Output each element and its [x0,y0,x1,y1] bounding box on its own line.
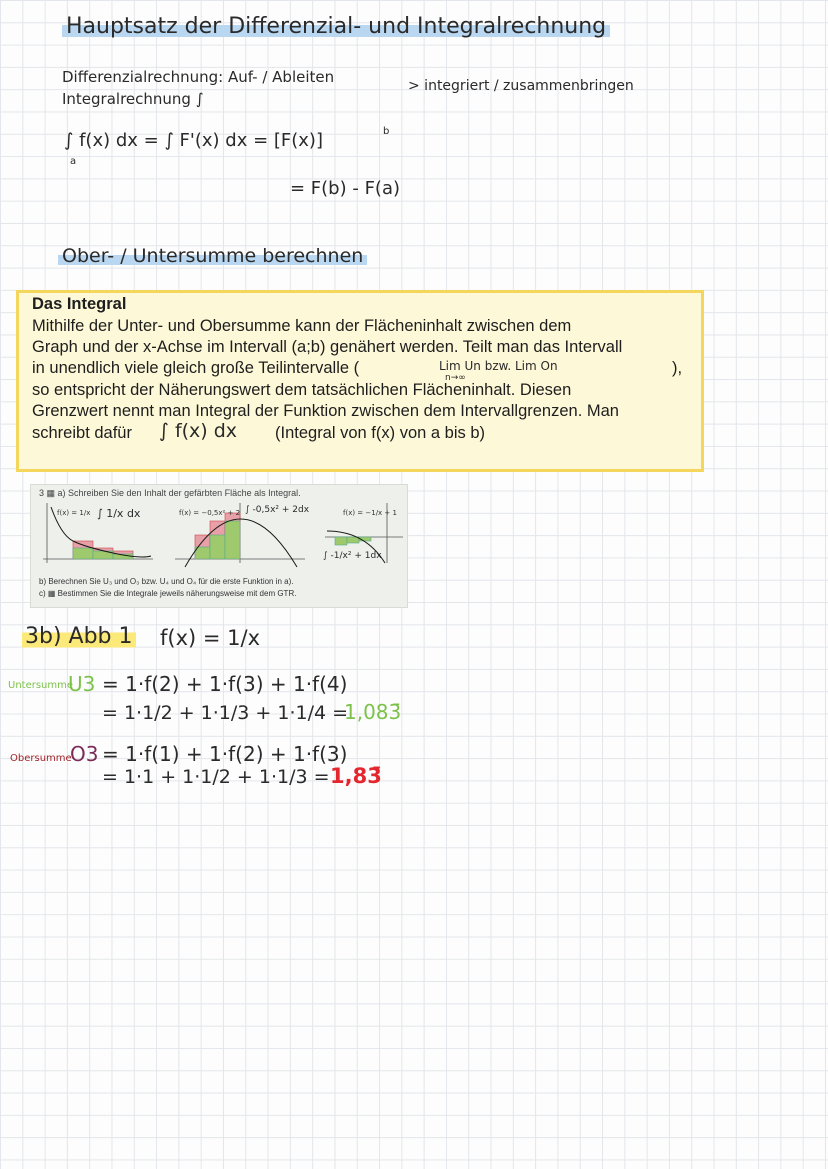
fig3-integral: ∫ -1/x² + 1dx [323,551,382,561]
obersumme-var: O3 [70,742,99,766]
definition-line-2: Graph und der x-Achse im Intervall (a;b) genähert werden. Teilt man das Intervall [32,338,623,356]
definition-box [16,290,704,472]
definition-line-1: Mithilfe der Unter- und Obersumme kann der Flächeninhalt zwischen dem [32,317,572,335]
formula-lhs: ∫ f(x) dx = ∫ F'(x) dx = [F(x)] [64,130,323,151]
intro-line-1: Differenzialrechnung: Auf- / Ableiten [62,68,335,86]
exercise-part-b: b) Berechnen Sie U₃ und O₃ bzw. U₄ und O₄ für die erste Funktion in a). [39,577,294,586]
fig2-integral: ∫ -0,5x² + 2dx [245,505,310,515]
definition-heading: Das Integral [32,295,127,313]
fig1-untersumme-rect-1 [73,548,93,559]
formula-upper-bound: b [383,126,390,137]
fig3-rect-1 [335,537,347,545]
obersumme-line-1: = 1·f(1) + 1·f(2) + 1·f(3) [102,742,348,766]
fig2-label: f(x) = −0,5x² + 2 [179,509,241,517]
formula-rhs: = F(b) - F(a) [290,178,400,199]
untersumme-line-1: = 1·f(2) + 1·f(3) + 1·f(4) [102,672,348,696]
main-formula [64,130,323,151]
definition-line-4: so entspricht der Näherungswert dem tatsächlichen Flächeninhalt. Diesen [32,381,572,399]
solution-heading-text: 3b) Abb 1 [22,624,136,649]
limit-subscript: n→∞ [445,373,466,383]
untersumme-result: 1,083̄ [344,700,402,724]
definition-line-3-end: ), [672,359,683,377]
intro-line-2: Integralrechnung ∫ [62,90,204,108]
integral-handwritten: ∫ f(x) dx [159,420,238,442]
definition-line-3: in unendlich viele gleich große Teilintervalle ( [32,359,360,377]
formula-lower-bound: a [70,156,77,167]
untersumme-line-2: = 1·1/2 + 1·1/3 + 1·1/4 = [102,702,349,724]
section-title-text: Ober- / Untersumme berechnen [58,245,367,267]
fig3-rect-2 [347,537,359,543]
exercise-header: 3 ▦ a) Schreiben Sie den Inhalt der gefärbten Fläche als Integral. [39,488,301,498]
definition-line-6-end: (Integral von f(x) von a bis b) [275,424,486,442]
exercise-photo [30,484,408,608]
fig2-rect-6 [225,521,240,559]
obersumme-line-2: = 1·1 + 1·1/2 + 1·1/3 = [102,766,330,788]
fig1-label: f(x) = 1/x [57,509,91,517]
fig2-rect-5 [210,535,225,559]
obersumme-result: 1,83̄ [330,764,382,788]
fig1-integral: ∫ 1/x dx [97,507,141,520]
solution-function: f(x) = 1/x [160,626,261,650]
page-title [62,14,610,39]
obersumme-label: Obersumme [10,753,72,764]
page-title-text: Hauptsatz der Differenzial- und Integralrechnung [62,14,610,39]
solution-heading [22,624,136,649]
section-title-obersumme [58,245,367,267]
exercise-part-c: c) ▦ Bestimmen Sie die Integrale jeweils näherungsweise mit dem GTR. [39,589,297,598]
untersumme-var: U3 [68,672,96,696]
fig3-label: f(x) = −1/x + 1 [343,509,397,517]
definition-line-6: schreibt dafür [32,424,132,442]
limit-note: Lim Un bzw. Lim On [439,359,558,373]
untersumme-label: Untersumme [8,680,74,691]
definition-line-5: Grenzwert nennt man Integral der Funktion zwischen dem Intervallgrenzen. Man [32,402,619,420]
intro-bracket-note: > integriert / zusammenbringen [408,78,634,94]
